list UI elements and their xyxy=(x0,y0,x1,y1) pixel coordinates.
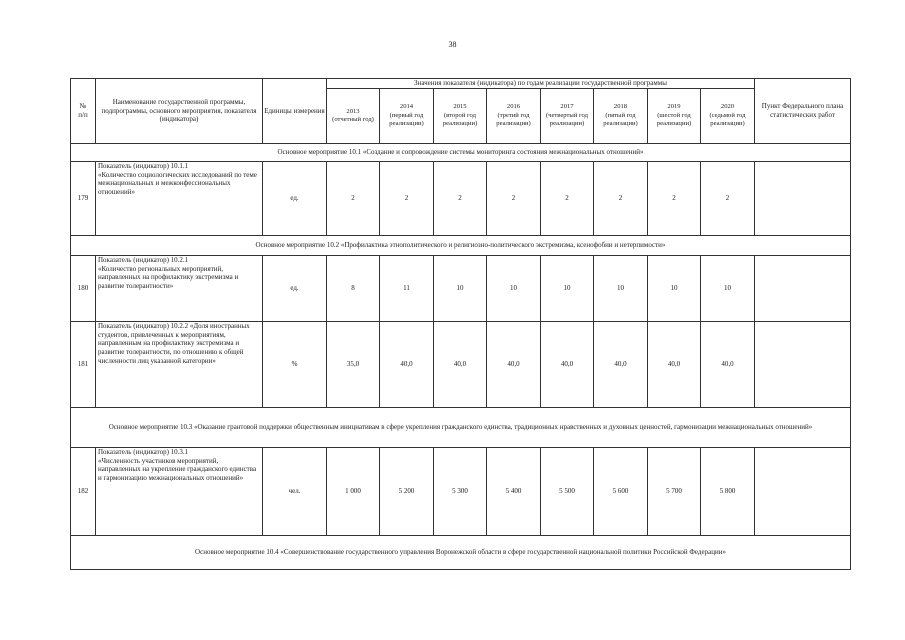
value-cell: 40,0 xyxy=(701,321,755,407)
value-cell: 5 300 xyxy=(434,447,487,535)
page-number: 38 xyxy=(448,40,457,49)
header-year: 2018 (пятый год реализации) xyxy=(594,88,648,143)
header-year: 2015 (второй год реализации) xyxy=(434,88,487,143)
plan-cell xyxy=(755,255,851,321)
indicator-table xyxy=(70,78,851,570)
header-year: 2019 (шестой год реализации) xyxy=(648,88,701,143)
header-year: 2013 (отчетный год) xyxy=(327,88,380,143)
table-row xyxy=(71,447,851,535)
value-cell: 40,0 xyxy=(648,321,701,407)
row-num: 179 xyxy=(71,161,96,235)
value-cell: 2 xyxy=(487,161,541,235)
value-cell: 5 800 xyxy=(701,447,755,535)
section-title: Основное мероприятие 10.1 «Создание и сопровождение системы мониторинга состояния межнациональных отношений» xyxy=(71,143,851,161)
indicator-name: Показатель (индикатор) 10.1.1 «Количество социологических исследований по теме межнациональных и межконфессиональных отношений» xyxy=(96,161,263,235)
unit-cell: чел. xyxy=(263,447,327,535)
value-cell: 2 xyxy=(434,161,487,235)
row-num: 181 xyxy=(71,321,96,407)
header-year: 2016 (третий год реализации) xyxy=(487,88,541,143)
value-cell: 40,0 xyxy=(594,321,648,407)
value-cell: 2 xyxy=(541,161,594,235)
section-title: Основное мероприятие 10.2 «Профилактика этнополитического и религиозно-политического экстремизма, ксенофобии и нетерпимости» xyxy=(71,235,851,255)
value-cell: 40,0 xyxy=(541,321,594,407)
header-values-group: Значения показателя (индикатора) по годам реализации государственной программы xyxy=(327,79,755,89)
header-name: Наименование государственной программы, подпрограммы, основного мероприятия, показателя (индикатора) xyxy=(96,79,263,144)
value-cell: 10 xyxy=(434,255,487,321)
header-unit: Единицы измерения xyxy=(263,79,327,144)
header-year: 2014 (первый год реализации) xyxy=(380,88,434,143)
header-year: 2020 (седьмой год реализации) xyxy=(701,88,755,143)
value-cell: 2 xyxy=(380,161,434,235)
value-cell: 40,0 xyxy=(487,321,541,407)
value-cell: 10 xyxy=(701,255,755,321)
row-num: 180 xyxy=(71,255,96,321)
value-cell: 8 xyxy=(327,255,380,321)
plan-cell xyxy=(755,447,851,535)
header-num: № п/п xyxy=(71,79,96,144)
value-cell: 10 xyxy=(648,255,701,321)
value-cell: 40,0 xyxy=(434,321,487,407)
value-cell: 11 xyxy=(380,255,434,321)
header-plan: Пункт Федерального плана статистических работ xyxy=(755,79,851,144)
indicator-name: Показатель (индикатор) 10.2.2 «Доля иностранных студентов, привлеченных к мероприятиям, направленным на профилактику экстремизма и развитие толерантности, по отношению к общей численности лиц указанной категории» xyxy=(96,321,263,407)
table-row xyxy=(71,255,851,321)
value-cell: 1 000 xyxy=(327,447,380,535)
header-year: 2017 (четвертый год реализации) xyxy=(541,88,594,143)
section-title: Основное мероприятие 10.3 «Оказание грантовой поддержки общественным инициативам в сфере укрепления гражданского единства, традиционных нравственных и духовных ценностей, гармонизации межнациональных отношений» xyxy=(71,407,851,447)
value-cell: 5 600 xyxy=(594,447,648,535)
value-cell: 5 200 xyxy=(380,447,434,535)
unit-cell: ед. xyxy=(263,255,327,321)
value-cell: 40,0 xyxy=(380,321,434,407)
value-cell: 10 xyxy=(541,255,594,321)
unit-cell: % xyxy=(263,321,327,407)
value-cell: 35,0 xyxy=(327,321,380,407)
table-row xyxy=(71,161,851,235)
value-cell: 10 xyxy=(487,255,541,321)
value-cell: 10 xyxy=(594,255,648,321)
value-cell: 2 xyxy=(648,161,701,235)
value-cell: 5 400 xyxy=(487,447,541,535)
unit-cell: ед. xyxy=(263,161,327,235)
indicator-name: Показатель (индикатор) 10.3.1 «Численность участников мероприятий, направленных на укрепление гражданского единства и гармонизацию межнациональных отношений» xyxy=(96,447,263,535)
plan-cell xyxy=(755,321,851,407)
section-title: Основное мероприятие 10.4 «Совершенствование государственного управления Воронежской области в сфере государственной национальной политики Российской Федерации» xyxy=(71,535,851,569)
value-cell: 5 500 xyxy=(541,447,594,535)
value-cell: 5 700 xyxy=(648,447,701,535)
value-cell: 2 xyxy=(701,161,755,235)
value-cell: 2 xyxy=(594,161,648,235)
value-cell: 2 xyxy=(327,161,380,235)
plan-cell xyxy=(755,161,851,235)
table-row xyxy=(71,321,851,407)
row-num: 182 xyxy=(71,447,96,535)
indicator-name: Показатель (индикатор) 10.2.1 «Количество региональных мероприятий, направленных на профилактику экстремизма и развитие толерантности» xyxy=(96,255,263,321)
